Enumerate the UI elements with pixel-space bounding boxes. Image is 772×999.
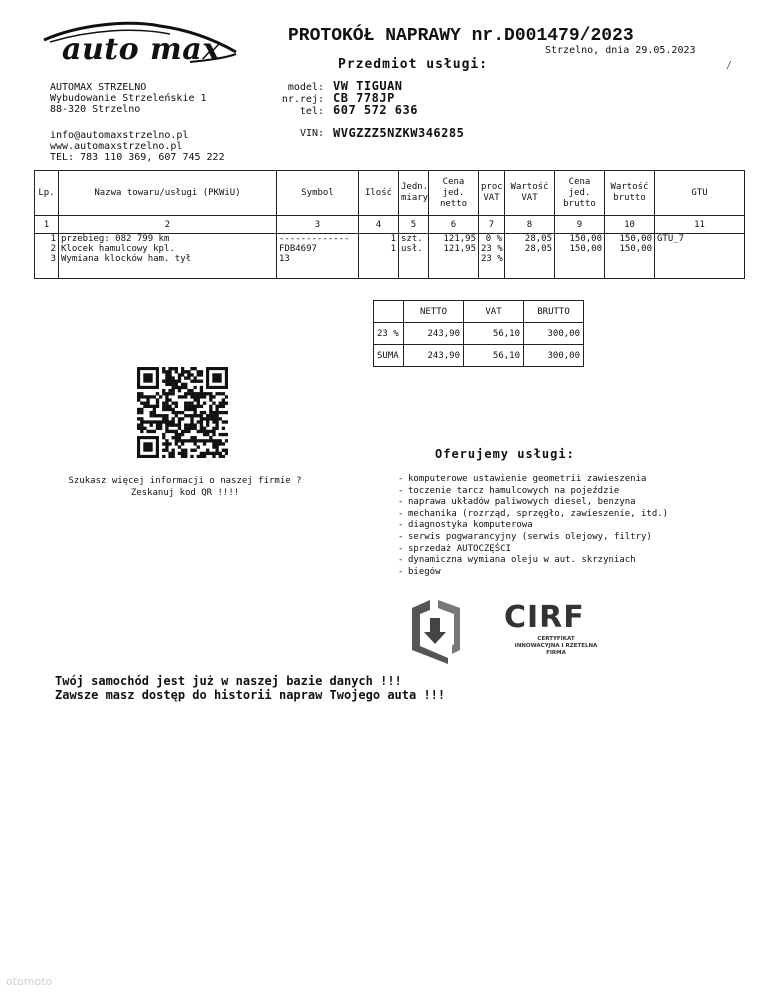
summary-cell: 243,90 <box>404 345 464 367</box>
col-number: 11 <box>655 216 745 234</box>
row-name: Klocek hamulcowy kpl. <box>61 244 175 254</box>
cirf-subtitle <box>506 636 606 657</box>
company-street: Wybudowanie Strzeleńskie 1 <box>50 93 207 104</box>
offer-item: - naprawa układów paliwowych diesel, benzyna <box>398 497 668 509</box>
summary-total-row <box>374 345 584 367</box>
vehicle-registration: CB 778JP <box>333 91 395 105</box>
col-number: 1 <box>35 216 59 234</box>
gtu-cell <box>655 234 745 279</box>
summary-cell: 243,90 <box>404 323 464 345</box>
col-header-name: Nazwa towaru/usługi (PKWiU) <box>59 171 277 216</box>
tel-label: tel: <box>299 106 324 117</box>
col-header-unit: Jedn. miary <box>399 171 429 216</box>
summary-table <box>373 300 584 367</box>
qr-code-icon <box>137 367 228 458</box>
summary-header-row <box>374 301 584 323</box>
row-vat-pct: 23 % <box>481 254 503 264</box>
row-unit: usł. <box>401 244 423 254</box>
document-date: Strzelno, dnia 29.05.2023 <box>545 45 696 56</box>
model-label: model: <box>287 82 324 93</box>
row-vat: 28,05 <box>524 234 552 244</box>
row-symbol: ------------- <box>279 234 350 244</box>
unit-cell <box>399 234 429 279</box>
customer-phone: 607 572 636 <box>333 103 418 117</box>
offer-item: - toczenie tarcz hamulcowych na pojeździe <box>398 486 668 498</box>
row-vat-pct: 23 % <box>481 244 503 254</box>
logo-text: auto max <box>62 32 221 67</box>
offer-item: - diagnostyka komputerowa <box>398 520 668 532</box>
col-number: 5 <box>399 216 429 234</box>
summary-cell: 300,00 <box>524 345 584 367</box>
summary-header <box>374 301 404 323</box>
row-gross: 150,00 <box>619 244 652 254</box>
table-header-row <box>35 171 745 216</box>
vehicle-model: VW TIGUAN <box>333 79 403 93</box>
vehicle-labels <box>272 82 324 118</box>
summary-row <box>374 323 584 345</box>
summary-header: NETTO <box>404 301 464 323</box>
qty-cell <box>359 234 399 279</box>
row-gtu: GTU_7 <box>657 234 685 244</box>
col-header-symbol: Symbol <box>277 171 359 216</box>
row-gross-unit: 150,00 <box>569 244 602 254</box>
footer-line: Zawsze masz dostęp do historii napraw Twojego auta !!! <box>55 688 446 702</box>
row-name: Wymiana klocków ham. tył <box>61 254 192 264</box>
lp-cell <box>35 234 59 279</box>
summary-cell: 56,10 <box>464 323 524 345</box>
offer-list <box>398 474 668 578</box>
reg-label: nr.rej: <box>281 94 324 105</box>
row-vat-pct: 0 % <box>485 234 502 244</box>
row-net: 121,95 <box>443 244 476 254</box>
col-header-gross: Wartość brutto <box>605 171 655 216</box>
name-cell <box>59 234 277 279</box>
col-header-gross-unit: Cena jed. brutto <box>555 171 605 216</box>
gross-unit-cell <box>555 234 605 279</box>
qr-note-line: Zeskanuj kod QR !!!! <box>130 488 240 498</box>
offer-item: - sprzedaż AUTOCZĘŚCI <box>398 544 668 556</box>
column-number-row <box>35 216 745 234</box>
company-city: 88-320 Strzelno <box>50 104 141 115</box>
cirf-title: CIRF <box>504 600 585 635</box>
company-contact <box>50 130 225 163</box>
company-email: info@automaxstrzelno.pl <box>50 130 189 141</box>
row-unit: szt. <box>401 234 423 244</box>
company-address <box>50 82 207 115</box>
company-name: AUTOMAX STRZELNO <box>50 82 147 93</box>
row-symbol: 13 <box>279 254 290 264</box>
offer-item: - dynamiczna wymiana oleju w aut. skrzyniach <box>398 555 668 567</box>
gross-cell <box>605 234 655 279</box>
cirf-line: CERTYFIKAT <box>537 636 575 642</box>
vehicle-values <box>333 80 418 116</box>
offer-item-continued: - biegów <box>398 567 668 579</box>
footer-message <box>55 674 445 702</box>
row-lp: 3 <box>50 254 56 264</box>
symbol-cell <box>277 234 359 279</box>
summary-header: VAT <box>464 301 524 323</box>
col-number: 10 <box>605 216 655 234</box>
company-phone: TEL: 783 110 369, 607 745 222 <box>50 152 225 163</box>
col-header-qty: Ilość <box>359 171 399 216</box>
cirf-line: INNOWACYJNA I RZETELNA FIRMA <box>514 643 598 656</box>
col-header-net: Cena jed. netto <box>429 171 479 216</box>
row-qty: 1 <box>390 244 396 254</box>
summary-cell: SUMA <box>374 345 404 367</box>
vat-cell <box>505 234 555 279</box>
col-number: 4 <box>359 216 399 234</box>
footer-line: Twój samochód jest już w naszej bazie danych !!! <box>55 674 402 688</box>
qr-note <box>60 475 310 499</box>
company-website: www.automaxstrzelno.pl <box>50 141 183 152</box>
cirf-shield-icon <box>408 598 498 664</box>
offer-title: Oferujemy usługi: <box>435 447 575 461</box>
vin-value: WVGZZZ5NZKW346285 <box>333 126 465 140</box>
col-number: 9 <box>555 216 605 234</box>
row-lp: 2 <box>50 244 56 254</box>
col-number: 6 <box>429 216 479 234</box>
vat-pct-cell <box>479 234 505 279</box>
col-number: 7 <box>479 216 505 234</box>
col-number: 2 <box>59 216 277 234</box>
row-net: 121,95 <box>443 234 476 244</box>
summary-cell: 56,10 <box>464 345 524 367</box>
row-symbol: FDB4697 <box>279 244 317 254</box>
summary-cell: 300,00 <box>524 323 584 345</box>
row-gross: 150,00 <box>619 234 652 244</box>
col-header-vat: Wartość VAT <box>505 171 555 216</box>
subject-heading: Przedmiot usługi: <box>338 57 489 72</box>
offer-item: - komputerowe ustawienie geometrii zawieszenia <box>398 474 668 486</box>
col-header-lp: Lp. <box>35 171 59 216</box>
company-logo <box>40 18 240 78</box>
col-header-vat-pct: proc VAT <box>479 171 505 216</box>
net-cell <box>429 234 479 279</box>
offer-item: - mechanika (rozrząd, sprzęgło, zawieszenie, itd.) <box>398 509 668 521</box>
margin-mark: / <box>726 60 733 71</box>
row-vat: 28,05 <box>524 244 552 254</box>
table-body-row <box>35 234 745 279</box>
summary-header: BRUTTO <box>524 301 584 323</box>
row-lp: 1 <box>50 234 56 244</box>
row-name: przebieg: 082 799 km <box>61 234 170 244</box>
items-table <box>34 170 745 279</box>
cirf-badge <box>408 598 608 664</box>
row-gross-unit: 150,00 <box>569 234 602 244</box>
qr-code <box>137 367 228 458</box>
vin-label: VIN: <box>300 128 325 139</box>
document-title: PROTOKÓŁ NAPRAWY nr.D001479/2023 <box>288 26 634 46</box>
col-number: 3 <box>277 216 359 234</box>
qr-note-line: Szukasz więcej informacji o naszej firmie ? <box>68 476 302 486</box>
col-number: 8 <box>505 216 555 234</box>
row-qty: 1 <box>390 234 396 244</box>
watermark: otomoto <box>6 975 53 988</box>
col-header-gtu: GTU <box>655 171 745 216</box>
summary-cell: 23 % <box>374 323 404 345</box>
offer-item: - serwis pogwarancyjny (serwis olejowy, filtry) <box>398 532 668 544</box>
